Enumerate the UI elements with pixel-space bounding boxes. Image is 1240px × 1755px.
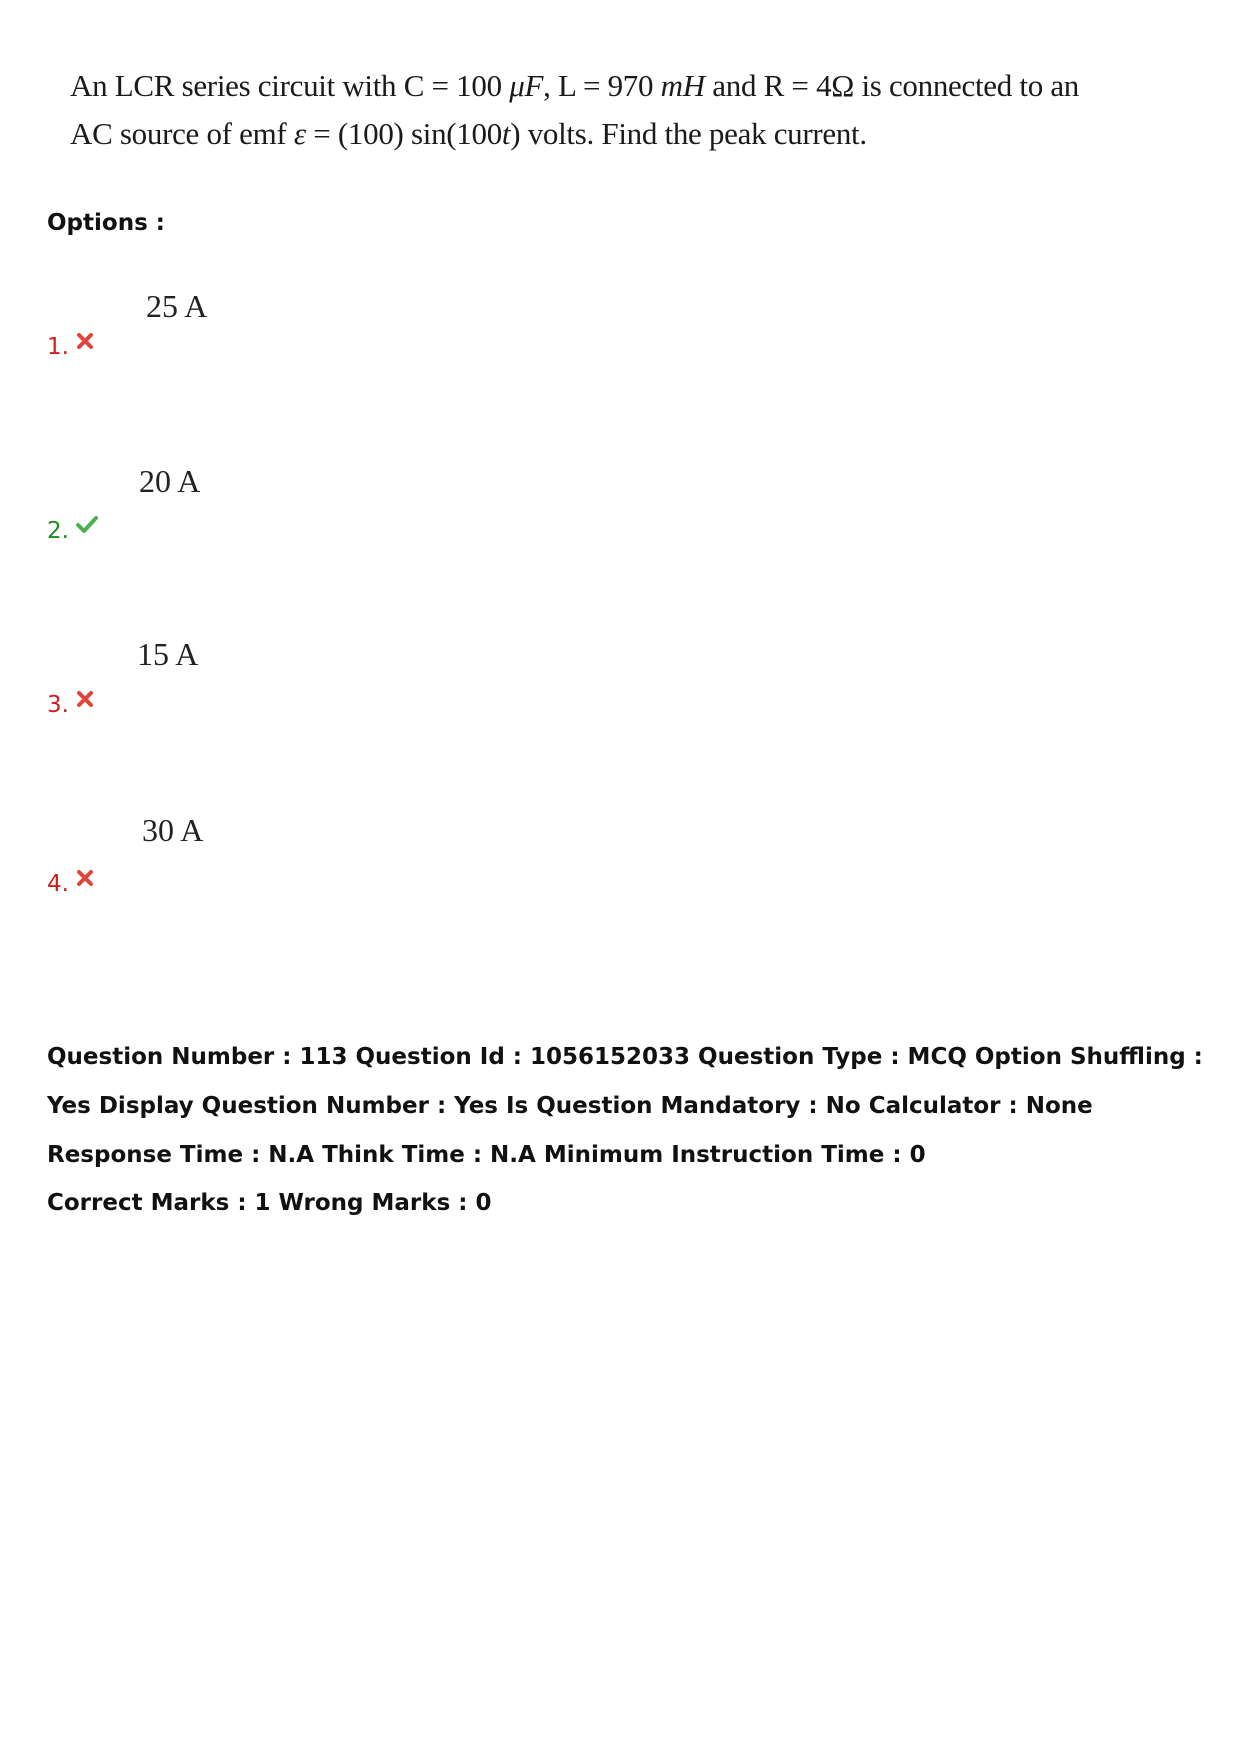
options-label: Options : xyxy=(47,210,165,236)
option-2-number: 2. xyxy=(47,518,69,544)
option-3-number: 3. xyxy=(47,692,69,718)
question-line-1 xyxy=(70,62,1079,110)
question-text: ) volts. Find the peak current. xyxy=(510,116,867,151)
option-4-number: 4. xyxy=(47,871,69,897)
cross-icon xyxy=(75,868,95,888)
marks-info: Correct Marks : 1 Wrong Marks : 0 xyxy=(47,1190,492,1216)
question-line-2 xyxy=(70,110,950,158)
time-variable: t xyxy=(501,116,511,151)
option-1-number: 1. xyxy=(47,334,69,360)
capacitance-value: C = 100 xyxy=(403,68,510,103)
option-4-value: 30 A xyxy=(142,812,204,848)
question-image xyxy=(70,62,1079,158)
question-metadata: Question Number : 113 Question Id : 1056152033 Question Type : MCQ Option Shuffling : Yes Display Question Number : Yes Is Question Mandatory : No Calculator : None Response Time : N.A Think Time : N.A Minimum Instruction Time : 0 xyxy=(47,1044,1203,1168)
emf-expression: = (100) sin(100 xyxy=(305,116,502,151)
option-2[interactable] xyxy=(47,518,99,544)
inductance-unit: mH xyxy=(660,68,705,103)
check-icon xyxy=(75,515,99,535)
inductance-value: , L = 970 xyxy=(543,68,661,103)
capacitance-unit: μF xyxy=(509,68,544,103)
emf-symbol: ε xyxy=(293,116,306,151)
option-3[interactable] xyxy=(47,692,95,718)
question-text: AC source of emf xyxy=(70,116,294,151)
option-3-value: 15 A xyxy=(137,636,199,672)
question-text: An LCR series circuit with xyxy=(70,68,404,103)
cross-icon xyxy=(75,689,95,709)
option-2-value: 20 A xyxy=(139,463,201,499)
resistance-text: and R = 4Ω is connected to an xyxy=(704,68,1079,103)
option-4[interactable] xyxy=(47,871,95,897)
option-1-value: 25 A xyxy=(146,288,208,324)
option-1[interactable] xyxy=(47,334,95,360)
cross-icon xyxy=(75,331,95,351)
